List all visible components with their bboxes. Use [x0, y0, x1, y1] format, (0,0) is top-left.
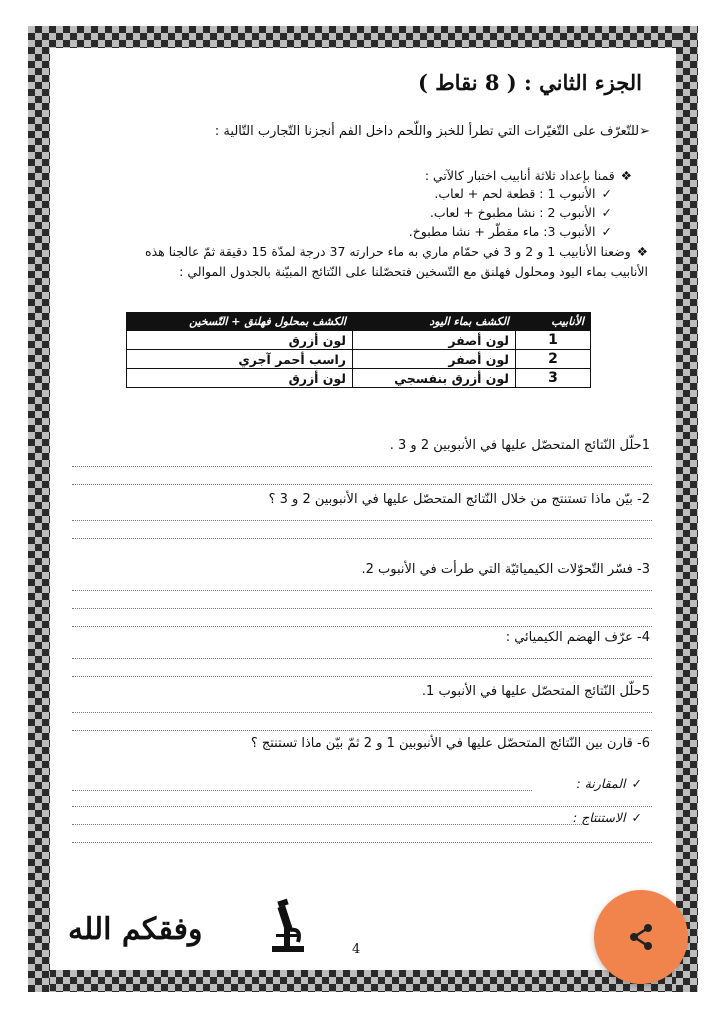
answer-line[interactable]: [72, 484, 652, 485]
procedure-line-1: [145, 244, 648, 259]
tube-2-text: الأنبوب 2 : نشا مطبوخ + لعاب.: [429, 205, 596, 220]
answer-line[interactable]: [72, 658, 652, 659]
question-3: 3- فسّر التّحوّلات الكيميائيّة التي طرأت في الأنبوب 2.: [361, 562, 650, 577]
answer-line[interactable]: [72, 538, 652, 539]
share-button[interactable]: [594, 890, 688, 984]
conclusion-text: الاستنتاج :: [573, 810, 626, 825]
answer-line[interactable]: [72, 824, 582, 825]
tube-1-text: الأنبوب 1 : قطعة لحم + لعاب.: [434, 186, 596, 201]
table-cell: لون أزرق: [127, 331, 353, 350]
table-row: [127, 331, 591, 350]
answer-line[interactable]: [72, 626, 652, 627]
intro-text: [60, 124, 650, 139]
check-icon: ✓: [601, 224, 612, 239]
answer-line[interactable]: [72, 676, 652, 677]
share-icon: [626, 922, 656, 952]
question-6: 6- قارن بين النّتائج المتحصّل عليها في الأنبوبين 1 و 2 ثمّ بيّن ماذا تستنتج ؟: [250, 736, 650, 751]
page-border-bottom: [28, 970, 698, 992]
page-border-right: [676, 26, 698, 992]
answer-line[interactable]: [72, 520, 652, 521]
arrow-bullet-icon: ➢: [639, 124, 650, 139]
comparison-label: [576, 776, 642, 791]
intro-sentence: للتّعرّف على التّغيّرات التي تطرأ للخبز واللّحم داخل الفم أنجزنا التّجارب التّالية :: [214, 124, 640, 139]
procedure-text-1: وضعنا الأنابيب 1 و 2 و 3 في حمّام ماري به ماء حرارته 37 درجة لمدّة 15 دقيقة ثمّ عالجنا هذه: [145, 244, 631, 259]
table-header: الكشف بمحلول فهلنق + التّسخين: [127, 313, 353, 331]
table-header: الأنابيب: [516, 313, 591, 331]
table-cell: لون أصفر: [353, 350, 516, 369]
table-cell: لون أزرق بنفسجي: [353, 369, 516, 388]
table-row: [127, 350, 591, 369]
table-row: [127, 369, 591, 388]
table-header-row: [127, 313, 591, 331]
answer-line[interactable]: [72, 790, 532, 791]
check-icon: ✓: [631, 810, 642, 825]
check-icon: ✓: [631, 776, 642, 791]
answer-line[interactable]: [72, 842, 652, 843]
question-2: 2- بيّن ماذا تستنتج من خلال النّتائج المتحصّل عليها في الأنبوبين 2 و 3 ؟: [268, 492, 650, 507]
tube-3-text: الأنبوب 3: ماء مقطّر + نشا مطبوخ.: [408, 224, 596, 239]
page-border-left: [28, 26, 50, 992]
answer-line[interactable]: [72, 590, 652, 591]
signature-calligraphy: وفقكم الله: [68, 912, 203, 947]
question-4: 4- عرّف الهضم الكيميائي :: [505, 630, 650, 645]
answer-line[interactable]: [72, 712, 652, 713]
answer-line[interactable]: [72, 608, 652, 609]
procedure-line-2: الأنابيب بماء اليود ومحلول فهلنق مع التّسخين فتحصّلنا على النّتائج المبيّنة بالجدول الموالي :: [179, 264, 648, 279]
page-number: 4: [352, 942, 361, 957]
table-cell: 1: [516, 331, 591, 350]
answer-line[interactable]: [72, 806, 652, 807]
microscope-icon: [268, 898, 308, 958]
table-cell: راسب أحمر آجري: [127, 350, 353, 369]
table-cell: لون أصفر: [353, 331, 516, 350]
section-title: الجزء الثاني : ( 8 نقاط ): [418, 70, 642, 95]
setup-lead-text: قمنا بإعداد ثلاثة أنابيب اختبار كالآتي :: [424, 168, 615, 183]
tube-item: [434, 186, 612, 201]
setup-lead: [425, 168, 632, 183]
answer-line[interactable]: [72, 730, 652, 731]
page-border-top: [28, 26, 698, 48]
check-icon: ✓: [601, 186, 612, 201]
answer-line[interactable]: [72, 466, 652, 467]
diamond-bullet-icon: ❖: [620, 168, 632, 183]
question-1: 1حلّل النّتائج المتحصّل عليها في الأنبوبين 2 و 3 .: [389, 438, 650, 453]
table-header: الكشف بماء اليود: [353, 313, 516, 331]
table-cell: لون أزرق: [127, 369, 353, 388]
tube-item: [409, 224, 612, 239]
comparison-text: المقارنة :: [576, 776, 626, 791]
table-cell: 3: [516, 369, 591, 388]
diamond-bullet-icon: ❖: [636, 244, 648, 259]
question-5: 5حلّل النّتائج المتحصّل عليها في الأنبوب 1.: [421, 684, 650, 699]
table-cell: 2: [516, 350, 591, 369]
conclusion-label: [573, 810, 642, 825]
results-table: [126, 312, 591, 388]
check-icon: ✓: [601, 205, 612, 220]
tube-item: [430, 205, 612, 220]
